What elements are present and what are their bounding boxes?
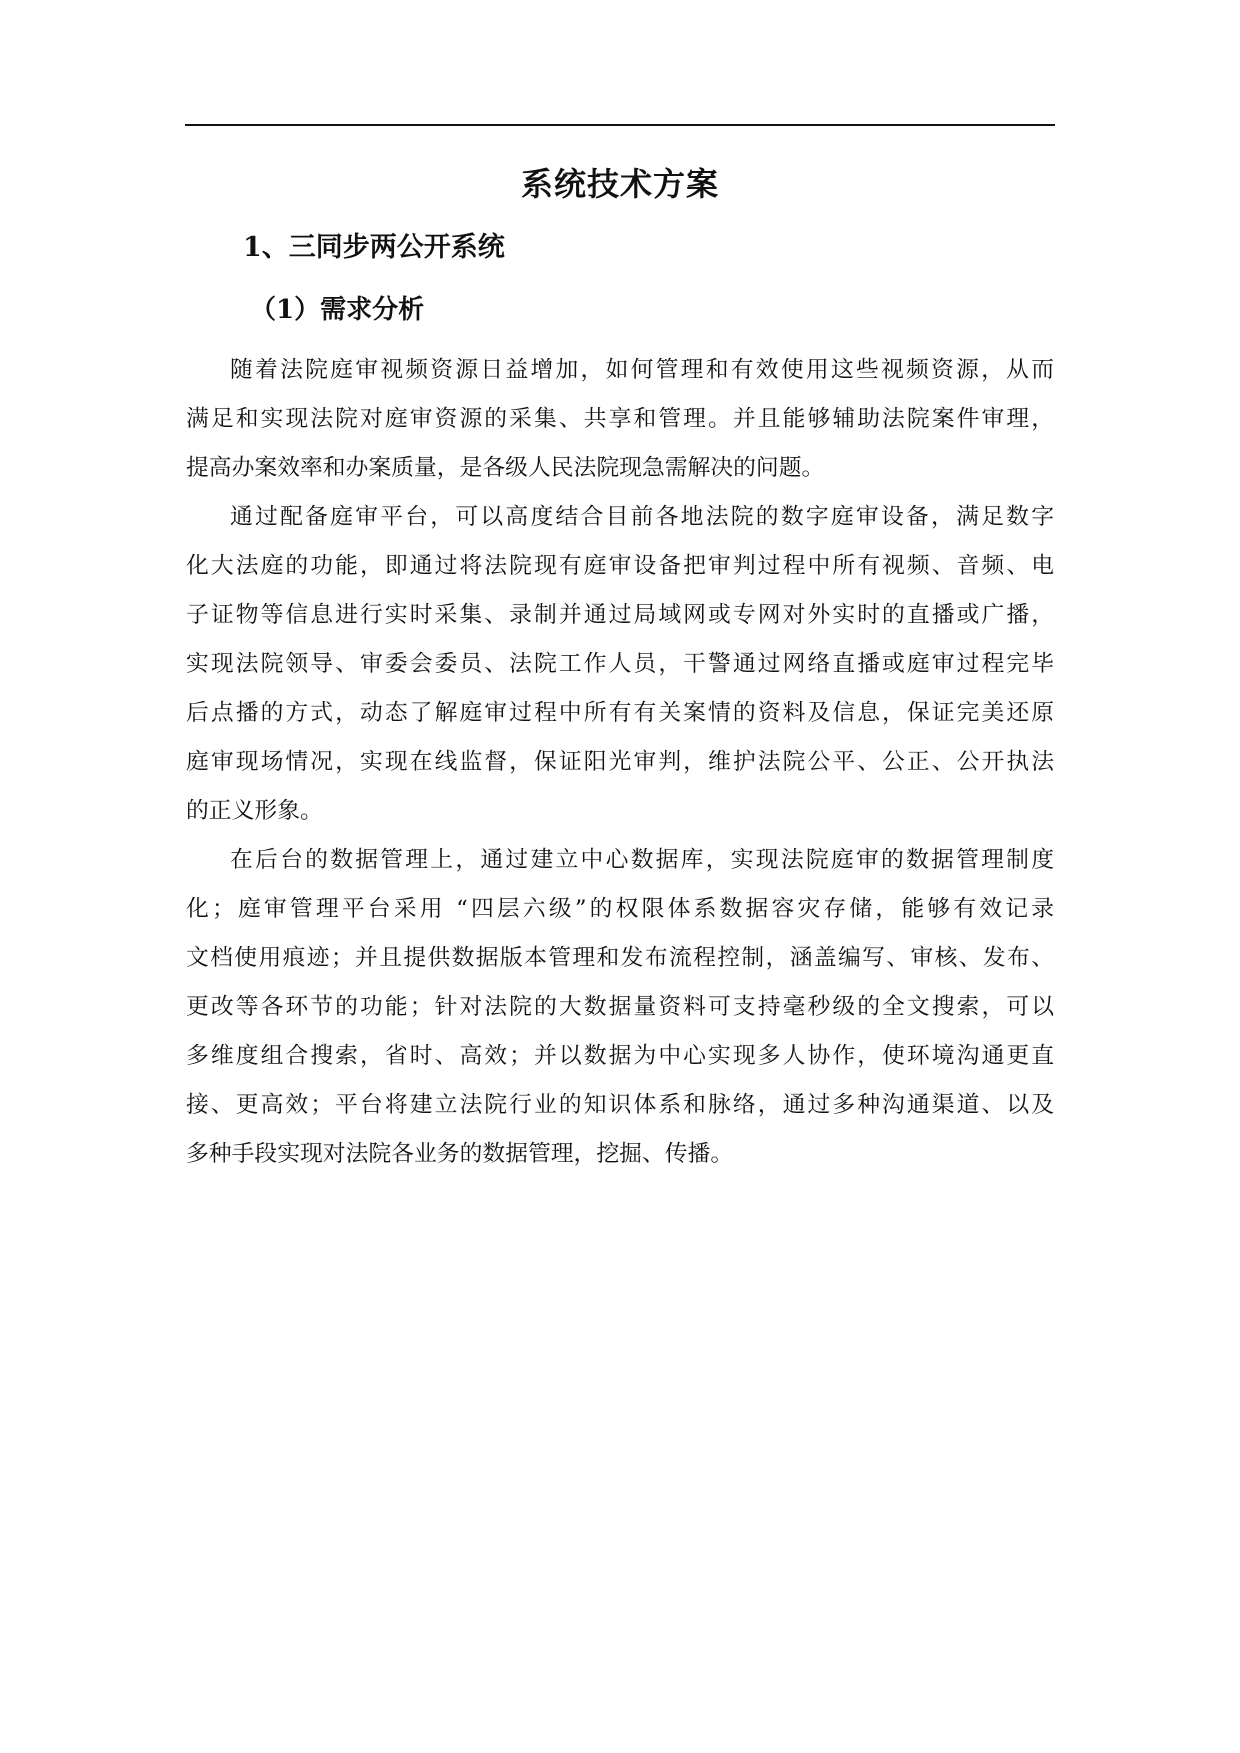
paragraph-line: 庭审现场情况，实现在线监督，保证阳光审判，维护法院公平、公正、公开执法 (186, 749, 1054, 775)
paragraph-line: 多维度组合搜索，省时、高效；并以数据为中心实现多人协作，使环境沟通更直 (186, 1043, 1054, 1069)
paragraph-line: 的正义形象。 (186, 798, 323, 824)
paragraph-line: 通过配备庭审平台，可以高度结合目前各地法院的数字庭审设备，满足数字 (230, 504, 1054, 530)
paragraph-requirements-intro (186, 346, 1054, 493)
paragraph-line: 文档使用痕迹；并且提供数据版本管理和发布流程控制，涵盖编写、审核、发布、 (186, 945, 1054, 971)
paragraph-line: 提高办案效率和办案质量，是各级人民法院现急需解决的问题。 (186, 455, 825, 481)
paragraph-line: 子证物等信息进行实时采集、录制并通过局域网或专网对外实时的直播或广播， (186, 602, 1054, 628)
paragraph-court-platform (186, 493, 1054, 836)
paragraph-line: 化；庭审管理平台采用 “四层六级”的权限体系数据容灾存储，能够有效记录 (186, 896, 1054, 922)
paragraph-line: 化大法庭的功能，即通过将法院现有庭审设备把审判过程中所有视频、音频、电 (186, 553, 1054, 579)
paragraph-line: 在后台的数据管理上，通过建立中心数据库，实现法院庭审的数据管理制度 (230, 847, 1054, 873)
paragraph-line: 实现法院领导、审委会委员、法院工作人员，干警通过网络直播或庭审过程完毕 (186, 651, 1054, 677)
paragraph-line: 满足和实现法院对庭审资源的采集、共享和管理。并且能够辅助法院案件审理， (186, 406, 1054, 432)
body-text (186, 346, 1054, 1179)
paragraph-line: 随着法院庭审视频资源日益增加，如何管理和有效使用这些视频资源，从而 (230, 357, 1054, 383)
section-heading: 1、三同步两公开系统 (243, 232, 505, 263)
paragraph-line: 接、更高效；平台将建立法院行业的知识体系和脉络，通过多种沟通渠道、以及 (186, 1092, 1054, 1118)
subsection-heading: （1）需求分析 (250, 295, 425, 325)
paragraph-line: 后点播的方式，动态了解庭审过程中所有有关案情的资料及信息，保证完美还原 (186, 700, 1054, 726)
document-title: 系统技术方案 (520, 165, 719, 203)
header-rule (185, 124, 1055, 126)
paragraph-data-management (186, 836, 1054, 1179)
paragraph-line: 更改等各环节的功能；针对法院的大数据量资料可支持毫秒级的全文搜索，可以 (186, 994, 1054, 1020)
paragraph-line: 多种手段实现对法院各业务的数据管理，挖掘、传播。 (186, 1141, 734, 1167)
